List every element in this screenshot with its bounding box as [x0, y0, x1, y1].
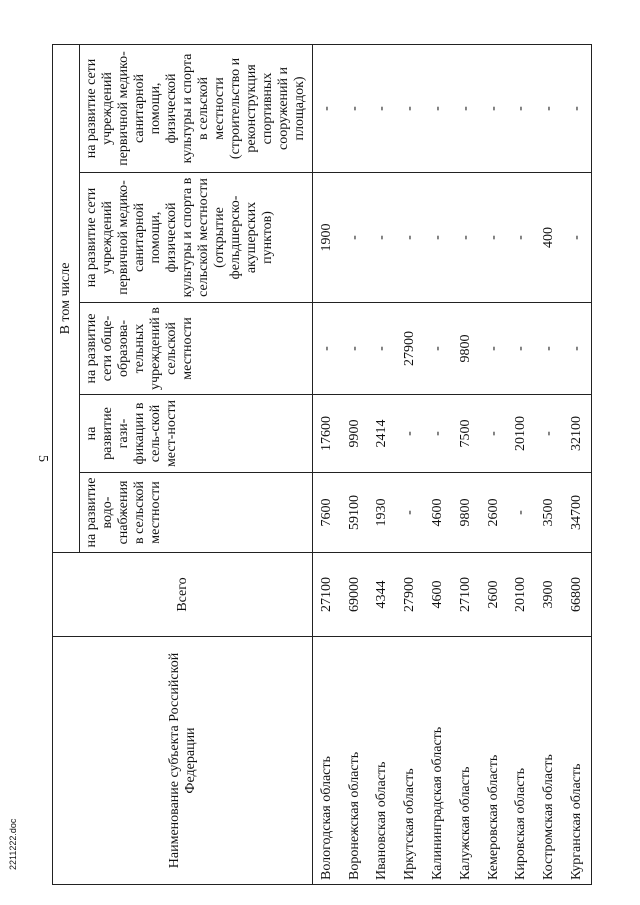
sports-cell: -: [480, 44, 508, 172]
total-cell: 27900: [396, 553, 424, 637]
gas-cell: -: [424, 395, 452, 473]
gas-cell: -: [396, 395, 424, 473]
total-cell: 69000: [341, 553, 369, 637]
table-row: [313, 44, 341, 884]
water-cell: 7600: [313, 473, 341, 553]
water-cell: -: [396, 473, 424, 553]
header-in-that: В том числе: [53, 44, 80, 552]
page-number: 5: [35, 455, 50, 462]
water-cell: 59100: [341, 473, 369, 553]
water-cell: 9800: [452, 473, 480, 553]
region-name: Ивановская область: [369, 637, 397, 885]
schools-cell: 27900: [396, 303, 424, 395]
subheader-sports-facilities: на развитие сети учреждений первичной медико-санитарной помощи, физической культуры и спорта в сельской местности (строительство и реконструкция спортивных сооружений и площадок): [80, 44, 313, 172]
subheader-feldsher-points: на развитие сети учреждений первичной медико-санитарной помощи, физической культуры и спорта в сельской местности (открытие фельдшерско-акушерских пунктов): [80, 173, 313, 303]
table-row: [535, 44, 563, 884]
gas-cell: -: [535, 395, 563, 473]
feldsher-cell: -: [508, 173, 536, 303]
region-name: Курганская область: [563, 637, 591, 885]
total-cell: 27100: [313, 553, 341, 637]
schools-cell: -: [508, 303, 536, 395]
sports-cell: -: [563, 44, 591, 172]
gas-cell: 2414: [369, 395, 397, 473]
table-row: [424, 44, 452, 884]
feldsher-cell: -: [424, 173, 452, 303]
table-row: [508, 44, 536, 884]
sports-cell: -: [313, 44, 341, 172]
schools-cell: -: [369, 303, 397, 395]
subheader-gasification: на развитие гази-фикации в сель-ской мест-ности: [80, 395, 313, 473]
schools-cell: -: [563, 303, 591, 395]
region-name: Кировская область: [508, 637, 536, 885]
schools-cell: -: [313, 303, 341, 395]
gas-cell: 9900: [341, 395, 369, 473]
feldsher-cell: -: [563, 173, 591, 303]
sports-cell: -: [535, 44, 563, 172]
document-code: 2211222.doc: [8, 818, 18, 870]
gas-cell: 7500: [452, 395, 480, 473]
total-cell: 3900: [535, 553, 563, 637]
water-cell: -: [508, 473, 536, 553]
total-cell: 20100: [508, 553, 536, 637]
header-region: Наименование субъекта Российской Федерации: [53, 637, 313, 885]
feldsher-cell: -: [341, 173, 369, 303]
schools-cell: -: [480, 303, 508, 395]
water-cell: 1930: [369, 473, 397, 553]
header-total: Всего: [53, 553, 313, 637]
schools-cell: 9800: [452, 303, 480, 395]
table-row: [396, 44, 424, 884]
subheader-schools: на развитие сети обще-образова-тельных учреждений в сельской местности: [80, 303, 313, 395]
sports-cell: -: [424, 44, 452, 172]
region-name: Иркутская область: [396, 637, 424, 885]
subheader-water-supply: на развитие водо-снабжения в сельской местности: [80, 473, 313, 553]
region-name: Калужская область: [452, 637, 480, 885]
water-cell: 34700: [563, 473, 591, 553]
schools-cell: -: [341, 303, 369, 395]
table-row: [341, 44, 369, 884]
sports-cell: -: [341, 44, 369, 172]
sports-cell: -: [452, 44, 480, 172]
sports-cell: -: [396, 44, 424, 172]
feldsher-cell: -: [369, 173, 397, 303]
gas-cell: 17600: [313, 395, 341, 473]
table-row: [369, 44, 397, 884]
water-cell: 3500: [535, 473, 563, 553]
total-cell: 27100: [452, 553, 480, 637]
region-name: Костромская область: [535, 637, 563, 885]
gas-cell: -: [480, 395, 508, 473]
total-cell: 66800: [563, 553, 591, 637]
gas-cell: 32100: [563, 395, 591, 473]
rotated-table-wrapper: [52, 45, 592, 885]
feldsher-cell: 1900: [313, 173, 341, 303]
water-cell: 4600: [424, 473, 452, 553]
region-name: Воронежская область: [341, 637, 369, 885]
schools-cell: -: [535, 303, 563, 395]
sports-cell: -: [369, 44, 397, 172]
water-cell: 2600: [480, 473, 508, 553]
region-name: Вологодская область: [313, 637, 341, 885]
total-cell: 4600: [424, 553, 452, 637]
schools-cell: -: [424, 303, 452, 395]
region-name: Калининградская область: [424, 637, 452, 885]
sports-cell: -: [508, 44, 536, 172]
total-cell: 4344: [369, 553, 397, 637]
gas-cell: 20100: [508, 395, 536, 473]
subsidy-table: [52, 44, 592, 885]
feldsher-cell: -: [396, 173, 424, 303]
table-row: [480, 44, 508, 884]
total-cell: 2600: [480, 553, 508, 637]
table-row: [563, 44, 591, 884]
header-row-top: [53, 44, 80, 884]
table-row: [452, 44, 480, 884]
region-name: Кемеровская область: [480, 637, 508, 885]
feldsher-cell: 400: [535, 173, 563, 303]
feldsher-cell: -: [452, 173, 480, 303]
feldsher-cell: -: [480, 173, 508, 303]
